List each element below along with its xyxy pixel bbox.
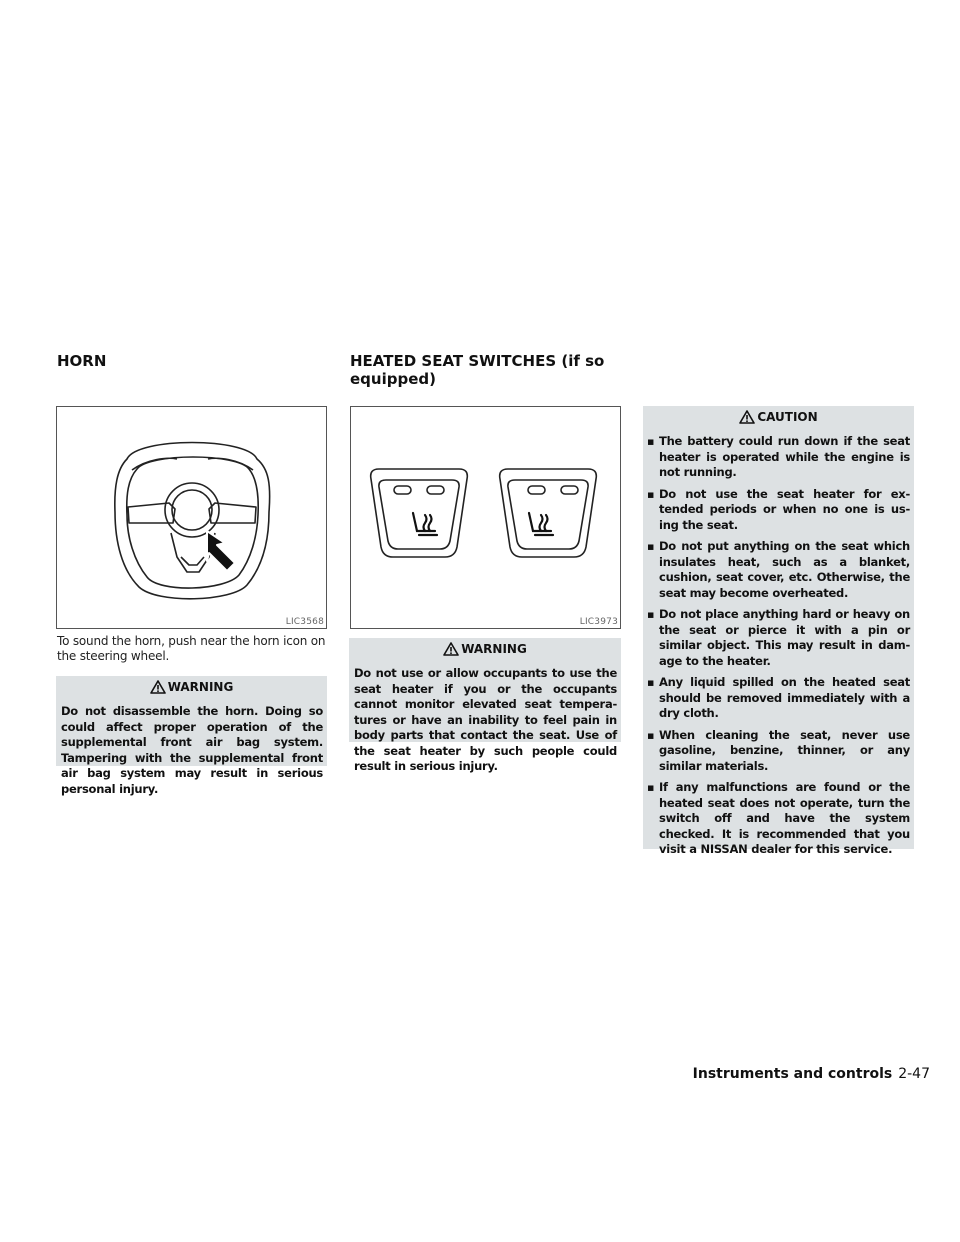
heated-seat-heading <box>350 352 610 388</box>
caution-header <box>643 406 914 428</box>
horn-heading: HORN <box>57 352 107 370</box>
caution-item: ▪ Do not use the seat heater for ex-tended periods or when no one is us-ing the seat. <box>647 487 910 534</box>
caution-list <box>643 428 914 856</box>
page-footer <box>693 1066 930 1082</box>
caution-item: ▪ If any malfunctions are found or the heated seat does not operate, turn the switch off and have the system checked. It is recommended that you visit a NISSAN dealer for this service. <box>647 780 910 858</box>
seat-switch-illustration <box>351 407 620 628</box>
horn-instructions: To sound the horn, push near the horn icon on the steering wheel. <box>57 634 326 663</box>
right-seat-heater-icon <box>529 513 553 535</box>
steering-wheel-figure <box>56 406 327 629</box>
heated-seat-heading-line1: HEATED SEAT SWITCHES (if so <box>350 352 605 370</box>
caution-item: ▪ When cleaning the seat, never use gasoline, benzine, thinner, or any similar materials. <box>647 728 910 775</box>
caution-item: ▪ Do not put anything on the seat which insulates heat, such as a blanket, cushion, seat cover, etc. Otherwise, the seat may become overheated. <box>647 539 910 601</box>
seat-switch-figure <box>350 406 621 629</box>
caution-triangle-icon <box>739 410 755 424</box>
caution-title: CAUTION <box>757 410 818 424</box>
warning-triangle-icon <box>150 680 166 694</box>
seat-warning-title: WARNING <box>461 642 527 656</box>
horn-warning-text: Do not disassemble the horn. Doing so could affect proper operation of the supplemental front air bag system. Tampering with the supplemental front air bag system may result in serious personal injury. <box>61 704 323 796</box>
caution-item: ▪ The battery could run down if the seat heater is operated while the engine is not running. <box>647 434 910 481</box>
steering-wheel-illustration <box>57 407 326 628</box>
horn-figure-code: LIC3568 <box>285 617 324 627</box>
left-seat-heater-icon <box>413 513 437 535</box>
page-number: 2-47 <box>898 1066 930 1082</box>
seat-warning-box <box>349 638 621 773</box>
footer-section-title: Instruments and controls <box>692 1066 893 1082</box>
horn-warning-header <box>56 676 327 698</box>
heated-seat-heading-line2: equipped) <box>350 370 436 388</box>
caution-box <box>643 406 914 856</box>
horn-warning-title: WARNING <box>167 680 234 694</box>
seat-figure-code: LIC3973 <box>579 617 618 627</box>
caution-item: ▪ Do not place anything hard or heavy on the seat or pierce it with a pin or similar object. This may result in dam-age to the heater. <box>647 607 910 669</box>
seat-warning-header <box>349 638 621 660</box>
caution-item: ▪ Any liquid spilled on the heated seat should be removed immediately with a dry cloth. <box>647 675 910 722</box>
horn-warning-box <box>56 676 327 796</box>
seat-warning-text: Do not use or allow occupants to use the seat heater if you or the occupants cannot monitor elevated seat tempera-tures or have an inability to feel pain in body parts that contact the seat. Use of the seat heater by such people could result in serious injury. <box>354 666 617 773</box>
warning-triangle-icon <box>443 642 459 656</box>
horn-arrow-icon <box>207 531 235 571</box>
